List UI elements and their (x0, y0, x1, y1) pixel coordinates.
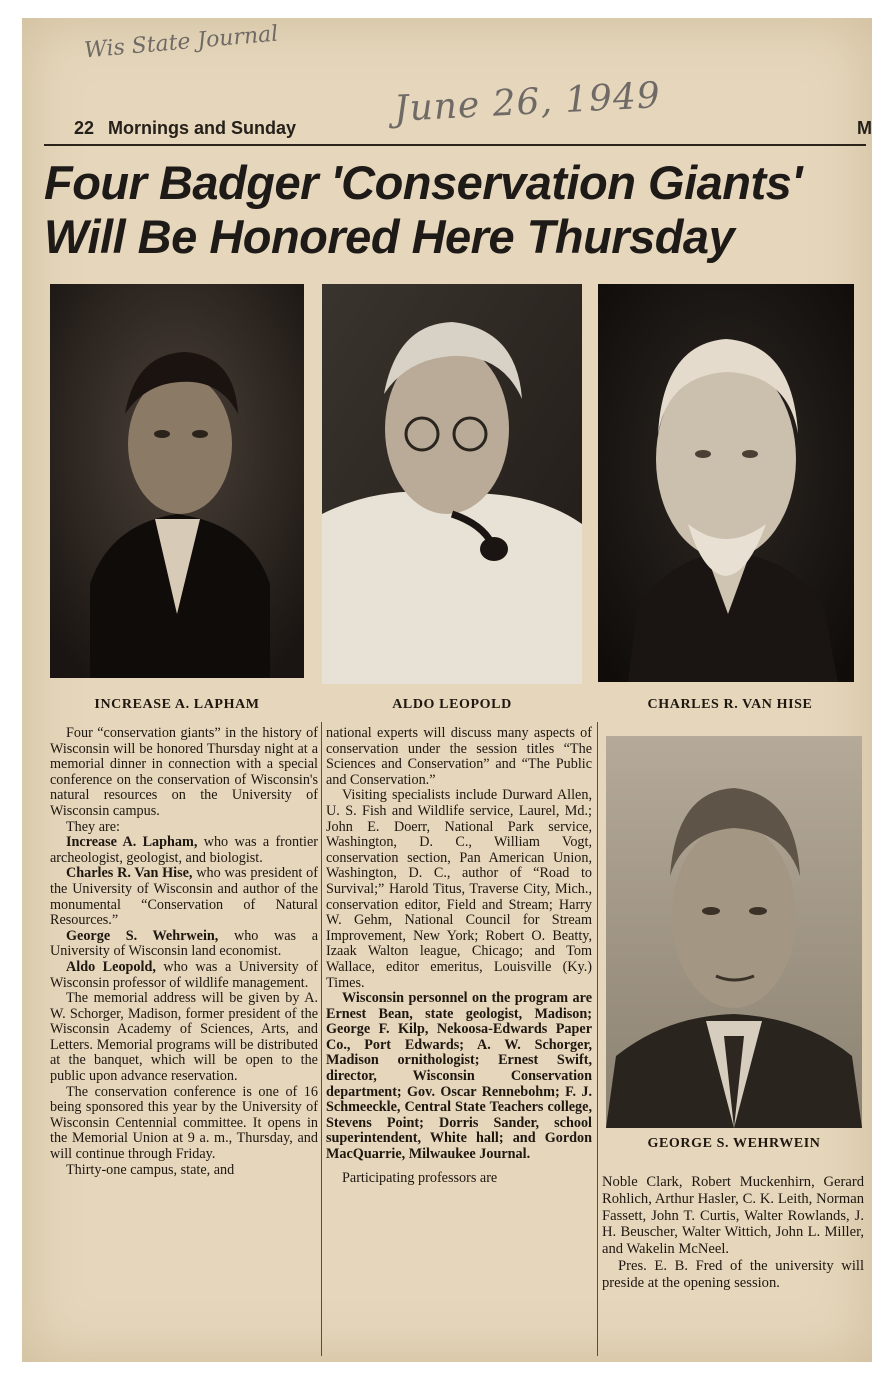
paragraph: They are: (66, 818, 120, 835)
paragraph: Aldo Leopold, who was a University of Wisconsin professor of wildlife management. (50, 958, 318, 991)
honoree-name: Charles R. Van Hise, (66, 865, 193, 882)
paragraph: Visiting specialists include Durward Allen, U. S. Fish and Wildlife service, Laurel, Md.; John E. Doerr, National Park service, Washington, D. C., William Vogt, conservation section, Pan American Union, Washington, D. C., author of “Road to Survival;” Harold Titus, Traverse City, Mich., conservation editor, Field and Stream; Harry W. Gehm, National Council for Stream Improvement, New York; Robert O. Beatty, Izaak Walton league, Chicago; and Tom Wallace, editor emeritus, Louisville (Ky.) Times. (326, 787, 592, 991)
paragraph: Noble Clark, Robert Muckenhirn, Gerard Rohlich, Arthur Hasler, C. K. Leith, Norman Fassett, John T. Curtis, Walter Rowlands, J. H. Beuscher, Walter Wittich, John L. Miller, and Wakelin McNeel. (602, 1174, 864, 1258)
caption-leopold: ALDO LEOPOLD (392, 697, 512, 712)
paragraph: Four “conservation giants” in the history of Wisconsin will be honored Thursday night at a memorial dinner in connection with a special conference on the conservation of Wisconsin's natural resources on the University of Wisconsin campus. (50, 725, 318, 819)
honoree-name: George S. Wehrwein, (66, 927, 219, 944)
photo-wehrwein (606, 736, 862, 1128)
folio-right-fragment: M (857, 118, 872, 138)
newspaper-clipping (22, 18, 872, 1362)
column-rule-2 (597, 722, 598, 1356)
page-number: 22 (74, 118, 95, 138)
paragraph-bold: Wisconsin personnel on the program are Ernest Bean, state geologist, Madison; George F. Kilp, Nekoosa-Edwards Paper Co., Port Edwards; A. W. Schorger, Madison ornithologist; Ernest Swift, director, Wisconsin Conservation department; Gov. Oscar Rennebohm; F. J. Schmeeckle, Central State Teachers college, Stevens Point; Dorris Sander, school superintendent, White hall; and Gordon MacQuarrie, Milwaukee Journal. (326, 990, 592, 1163)
article-column-2 (326, 726, 592, 1186)
column-rule-1 (321, 722, 322, 1356)
caption-lapham: INCREASE A. LAPHAM (94, 697, 260, 712)
article-column-1 (50, 726, 318, 1178)
caption-wehrwein: GEORGE S. WEHRWEIN (647, 1136, 821, 1151)
honoree-name: Increase A. Lapham, (66, 834, 198, 851)
top-rule (44, 144, 866, 146)
honoree-name: Aldo Leopold, (66, 958, 156, 975)
headline-line-1: Four Badger 'Conservation Giants' (44, 156, 802, 209)
paragraph: Increase A. Lapham, who was a frontier archeologist, geologist, and biologist. (50, 834, 319, 866)
handwritten-source-note: Wis State Journal (83, 21, 280, 64)
page-folio (74, 118, 296, 139)
headline (44, 156, 864, 264)
paragraph: The conservation conference is one of 16 being sponsored this year by the University of Wisconsin Centennial committee. It opens in the Memorial Union at 9 a. m., Thursday, and will continue through Friday. (50, 1083, 318, 1163)
photo-lapham (50, 284, 304, 678)
photo-van-hise (598, 284, 854, 682)
headline-line-2: Will Be Honored Here Thursday (44, 210, 735, 263)
handwritten-date: June 26, 1949 (393, 75, 662, 130)
paragraph: George S. Wehrwein, who was a University of Wisconsin land economist. (50, 927, 318, 960)
photo-leopold (322, 284, 582, 684)
paragraph: Participating professors are (342, 1169, 498, 1186)
paragraph: Thirty-one campus, state, and (66, 1161, 235, 1178)
paragraph: national experts will discuss many aspects of conservation under the session titles “The Sciences and Conservation” and “The Public and Conservation.” (326, 725, 592, 788)
edition-label: Mornings and Sunday (108, 118, 297, 138)
paragraph: Pres. E. B. Fred of the university will preside at the opening session. (602, 1257, 864, 1291)
article-column-3 (602, 1174, 864, 1292)
paragraph: Charles R. Van Hise, who was president of the University of Wisconsin and author of the monumental “Conservation of Natural Resources.” (50, 865, 318, 929)
caption-van-hise: CHARLES R. VAN HISE (647, 697, 813, 712)
paragraph: The memorial address will be given by A. W. Schorger, Madison, former president of the Wisconsin Academy of Sciences, Arts, and Letters. Memorial programs will be distributed at the banquet, which will be open to the public upon advance reservation. (50, 990, 318, 1085)
